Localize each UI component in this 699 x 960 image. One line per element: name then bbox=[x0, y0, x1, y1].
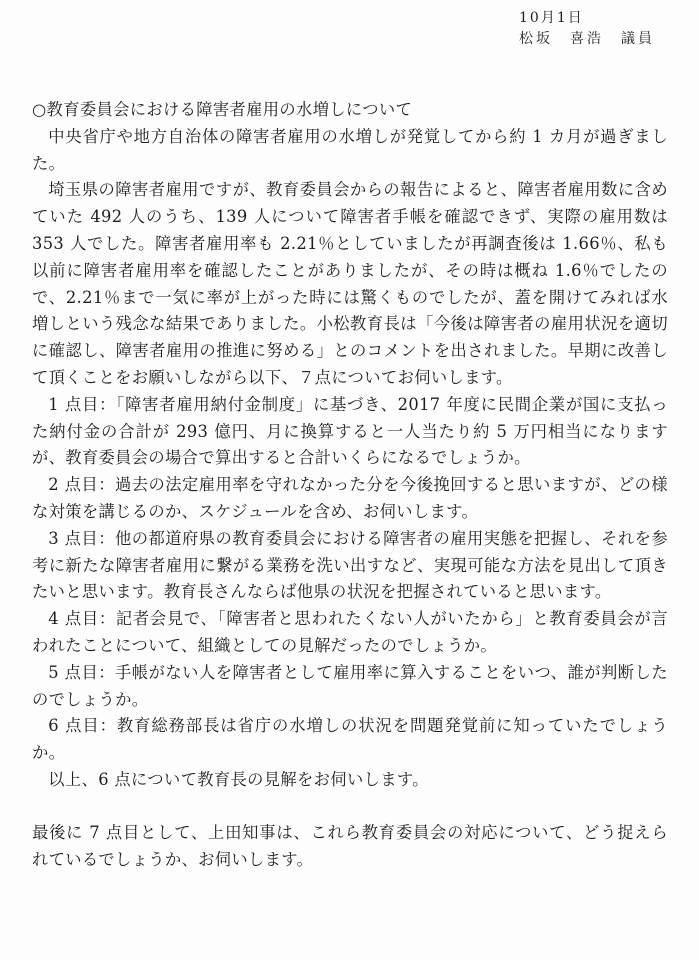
question-1: 1 点目：「障害者雇用納付金制度」に基づき、2017 年度に民間企業が国に支払った納付金の合計が 293 億円、月に換算すると一人当たり約 5 万円相当になりますが、教育委員会の場合で算出すると合計いくらになるでしょうか。 bbox=[32, 394, 668, 468]
paragraph-background: 埼玉県の障害者雇用ですが、教育委員会からの報告によると、障害者雇用数に含めていた 492 人のうち、139 人について障害者手帳を確認できず、実際の雇用数は353 人でした。障害者雇用率も 2.21％としていましたが再調査後は 1.66％、私も以前に障害者雇用率を確認したことがありましたが、その時は概ね 1.6％でしたので、2.21％まで一気に率が上がった時には驚くものでしたが、蓋を開けてみれば水増しという残念な結果でありました。小松教育長は「今後は障害者の雇用状況を適切に確認し、障害者雇用の推進に努める」とのコメントを出されました。早期に改善して頂くことをお願いしながら以下、７点についてお伺いします。 bbox=[32, 180, 668, 387]
question-3: 3 点目：他の都道府県の教育委員会における障害者の雇用実態を把握し、それを参考に新たな障害者雇用に繋がる業務を洗い出すなど、実現可能な方法を見出して頂きたいと思います。教育長さんならば他県の状況を把握されていると思います。 bbox=[32, 528, 668, 602]
question-4: 4 点目：記者会見で、「障害者と思われたくない人がいたから」と教育委員会が言われたことについて、組織としての見解だったのでしょうか。 bbox=[32, 609, 668, 655]
question-7-closing: 最後に 7 点目として、上田知事は、これら教育委員会の対応について、どう捉えられているでしょうか、お伺いします。 bbox=[32, 822, 668, 869]
question-2: 2 点目：過去の法定雇用率を守れなかった分を今後挽回すると思いますが、どの様な対策を講じるのか、スケジュールを含め、お伺いします。 bbox=[32, 475, 668, 521]
document-title: ○教育委員会における障害者雇用の水増しについて bbox=[32, 100, 413, 119]
date-label: 10月1日 bbox=[519, 10, 584, 26]
question-6: 6 点目：教育総務部長は省庁の水増しの状況を問題発覚前に知っていたでしょうか。 bbox=[32, 716, 668, 763]
question-5: 5 点目：手帳がない人を障害者として雇用率に算入することをいつ、誰が判断したのでしょうか。 bbox=[32, 662, 668, 709]
paragraph-summary: 以上、6 点について教育長の見解をお伺いします。 bbox=[48, 769, 429, 789]
document-header bbox=[505, 8, 685, 50]
speaker-name: 松坂 喜浩 議員 bbox=[519, 31, 655, 47]
paragraph-intro: 中央省庁や地方自治体の障害者雇用の水増しが発覚してから約 1 カ月が過ぎました。 bbox=[32, 126, 668, 173]
document-body bbox=[32, 97, 668, 873]
